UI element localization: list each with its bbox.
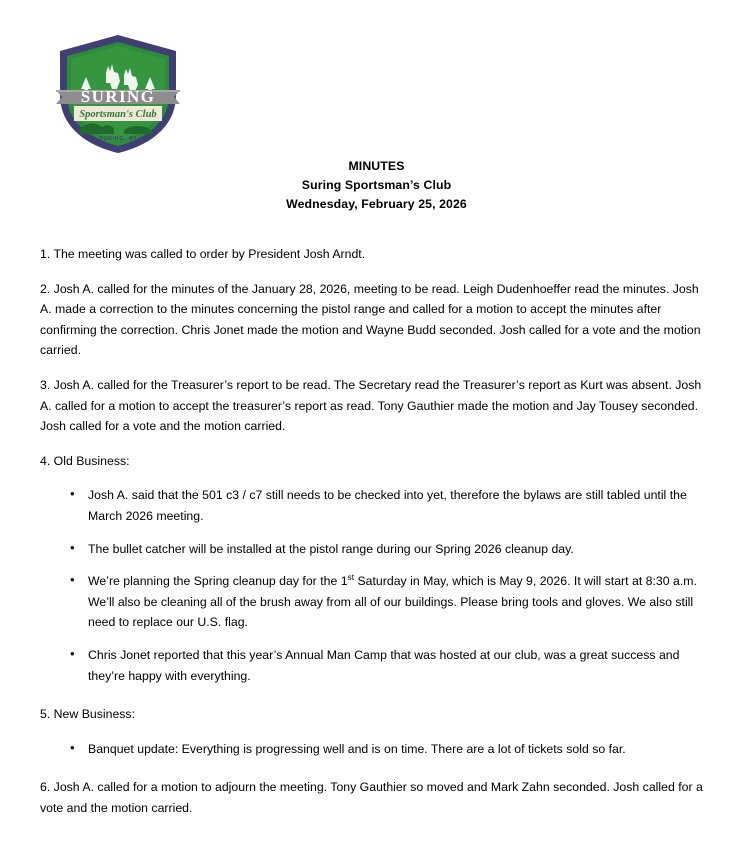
heading-old-business: 4. Old Business:: [40, 453, 130, 468]
svg-text:SURING, WI: SURING, WI: [99, 136, 137, 142]
list-item-text-part-b: Saturday in May, which is May 9, 2026. It will start at 8:30 a.m. We’ll also be cleaning all of the brush away from all of our buildings. Please bring tools and gloves. We also still need to replace our U.S. flag.: [88, 574, 697, 630]
heading-new-business: 5. New Business:: [40, 707, 136, 722]
list-item: • The bullet catcher will be installed at the pistol range during our Spring 2026 cleanup day.: [40, 539, 712, 560]
svg-text:Sportsman's Club: Sportsman's Club: [79, 109, 157, 120]
new-business-list: [40, 739, 712, 760]
document-title: [0, 157, 753, 214]
old-business-list: [40, 485, 712, 686]
title-line-club: Suring Sportsman’s Club: [301, 178, 452, 192]
paragraph-item-6: 6. Josh A. called for a motion to adjourn the meeting. Tony Gauthier so moved and Mark Zahn seconded. Josh called for a vote and the motion carried.: [40, 780, 703, 815]
list-item-text-part-a: We’re planning the Spring cleanup day for the 1: [88, 574, 348, 589]
title-line-date: Wednesday, February 25, 2026: [286, 197, 467, 211]
document-body: [40, 244, 712, 832]
svg-text:SURING: SURING: [80, 87, 156, 106]
paragraph-item-1: 1. The meeting was called to order by President Josh Arndt.: [40, 247, 366, 261]
paragraph-item-3: 3. Josh A. called for the Treasurer’s report to be read. The Secretary read the Treasurer’s report as Kurt was absent. Josh A. called for a motion to accept the treasurer’s report as read. Tony Gauthier made the motion and Jay Tousey seconded. Josh called for a vote and the motion carried.: [40, 377, 702, 434]
title-line-minutes: MINUTES: [348, 159, 405, 173]
list-item: • Josh A. said that the 501 c3 / c7 still needs to be checked into yet, therefore the bylaws are still tabled until the March 2026 meeting.: [40, 485, 712, 526]
list-item: • Chris Jonet reported that this year’s Annual Man Camp that was hosted at our club, was a great success and they’re happy with everything.: [40, 645, 712, 686]
suring-sportsmans-club-logo-icon: [48, 33, 188, 155]
club-logo: [48, 33, 188, 155]
ordinal-suffix: st: [347, 572, 355, 583]
list-item: • Banquet update: Everything is progressing well and is on time. There are a lot of tickets sold so far.: [40, 739, 712, 760]
paragraph-item-2: 2. Josh A. called for the minutes of the January 28, 2026, meeting to be read. Leigh Dudenhoeffer read the minutes. Josh A. made a correction to the minutes concerning the pistol range and called for a motion to accept the minutes after confirming the correction. Chris Jonet made the motion and Wayne Budd seconded. Josh called for a vote and the motion carried.: [40, 281, 701, 358]
list-item: [40, 571, 712, 633]
